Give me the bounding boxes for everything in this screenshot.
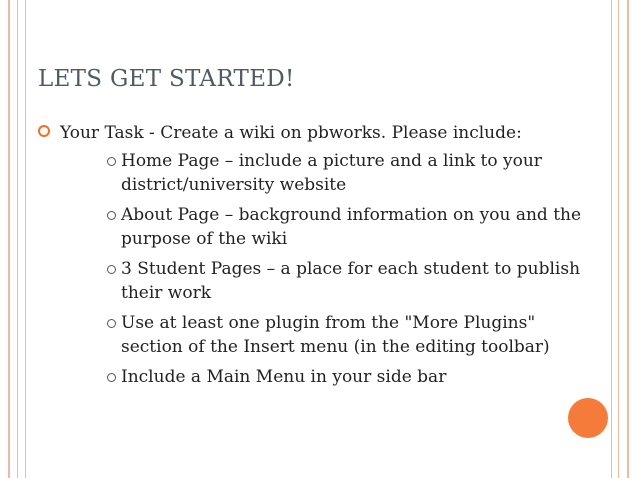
left-decor-line (17, 0, 18, 478)
sub-bullet-item (107, 257, 597, 305)
left-decor-line (25, 0, 26, 478)
sub-bullet-text: Use at least one plugin from the "More Plugins" section of the Insert menu (in the editing toolbar) (121, 313, 550, 357)
main-bullet-text: Your Task - Create a wiki on pbworks. Please include: (60, 123, 522, 143)
sub-bullet-circle-icon (107, 211, 116, 220)
sub-bullet-item (107, 365, 597, 389)
sub-bullet-circle-icon (107, 319, 116, 328)
sub-bullet-item (107, 203, 597, 251)
decorative-orange-circle (568, 398, 608, 438)
sub-bullet-circle-icon (107, 373, 116, 382)
sub-bullet-text: About Page – background information on you and the purpose of the wiki (121, 205, 582, 249)
slide-title: LETS GET STARTED! (38, 66, 295, 92)
sub-bullet-circle-icon (107, 157, 116, 166)
right-decor-line (627, 0, 629, 478)
right-decor-line (611, 0, 612, 478)
right-decor-line (618, 0, 619, 478)
sub-bullet-circle-icon (107, 265, 116, 274)
bullet-circle-icon (38, 125, 50, 137)
sub-bullet-text: Home Page – include a picture and a link to your district/university website (121, 151, 542, 195)
sub-bullet-list (107, 149, 597, 395)
sub-bullet-item (107, 311, 597, 359)
sub-bullet-text: 3 Student Pages – a place for each student to publish their work (121, 259, 581, 303)
sub-bullet-item (107, 149, 597, 197)
sub-bullet-text: Include a Main Menu in your side bar (121, 367, 447, 387)
main-bullet (38, 122, 603, 144)
left-decor-line (8, 0, 10, 478)
